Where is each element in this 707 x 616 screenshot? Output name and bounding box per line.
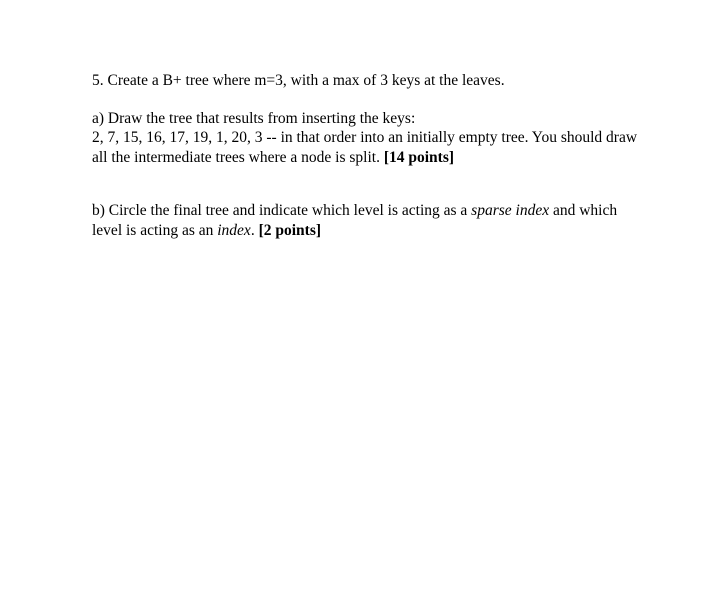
part-a: [92, 109, 682, 168]
part-b-term-sparse-index: sparse index: [471, 202, 550, 219]
part-a-continuation-line: [92, 148, 682, 168]
part-a-points: [14 points]: [383, 148, 455, 166]
part-a-continuation: all the intermediate trees where a node is split.: [92, 148, 384, 166]
question-title: [92, 71, 682, 91]
part-b: [92, 201, 682, 240]
part-a-intro: a) Draw the tree that results from inserting the keys:: [92, 109, 416, 127]
spacer: [92, 91, 682, 109]
part-a-keys-line: 2, 7, 15, 16, 17, 19, 1, 20, 3 -- in that order into an initially empty tree. You should draw: [92, 129, 638, 146]
question-title-text: 5. Create a B+ tree where m=3, with a max of 3 keys at the leaves.: [92, 72, 505, 89]
spacer: [92, 167, 682, 201]
part-b-line-1: [92, 201, 682, 221]
part-b-text-2: and which: [549, 202, 618, 219]
part-b-points: [2 points]: [258, 221, 322, 239]
part-b-text-1: b) Circle the final tree and indicate which level is acting as a: [92, 202, 472, 219]
part-b-line-2: [92, 221, 682, 241]
part-b-text-4: .: [250, 221, 259, 239]
part-b-term-index: index: [217, 221, 251, 239]
part-b-text-3: level is acting as an: [92, 221, 218, 239]
document-page: [92, 71, 682, 240]
